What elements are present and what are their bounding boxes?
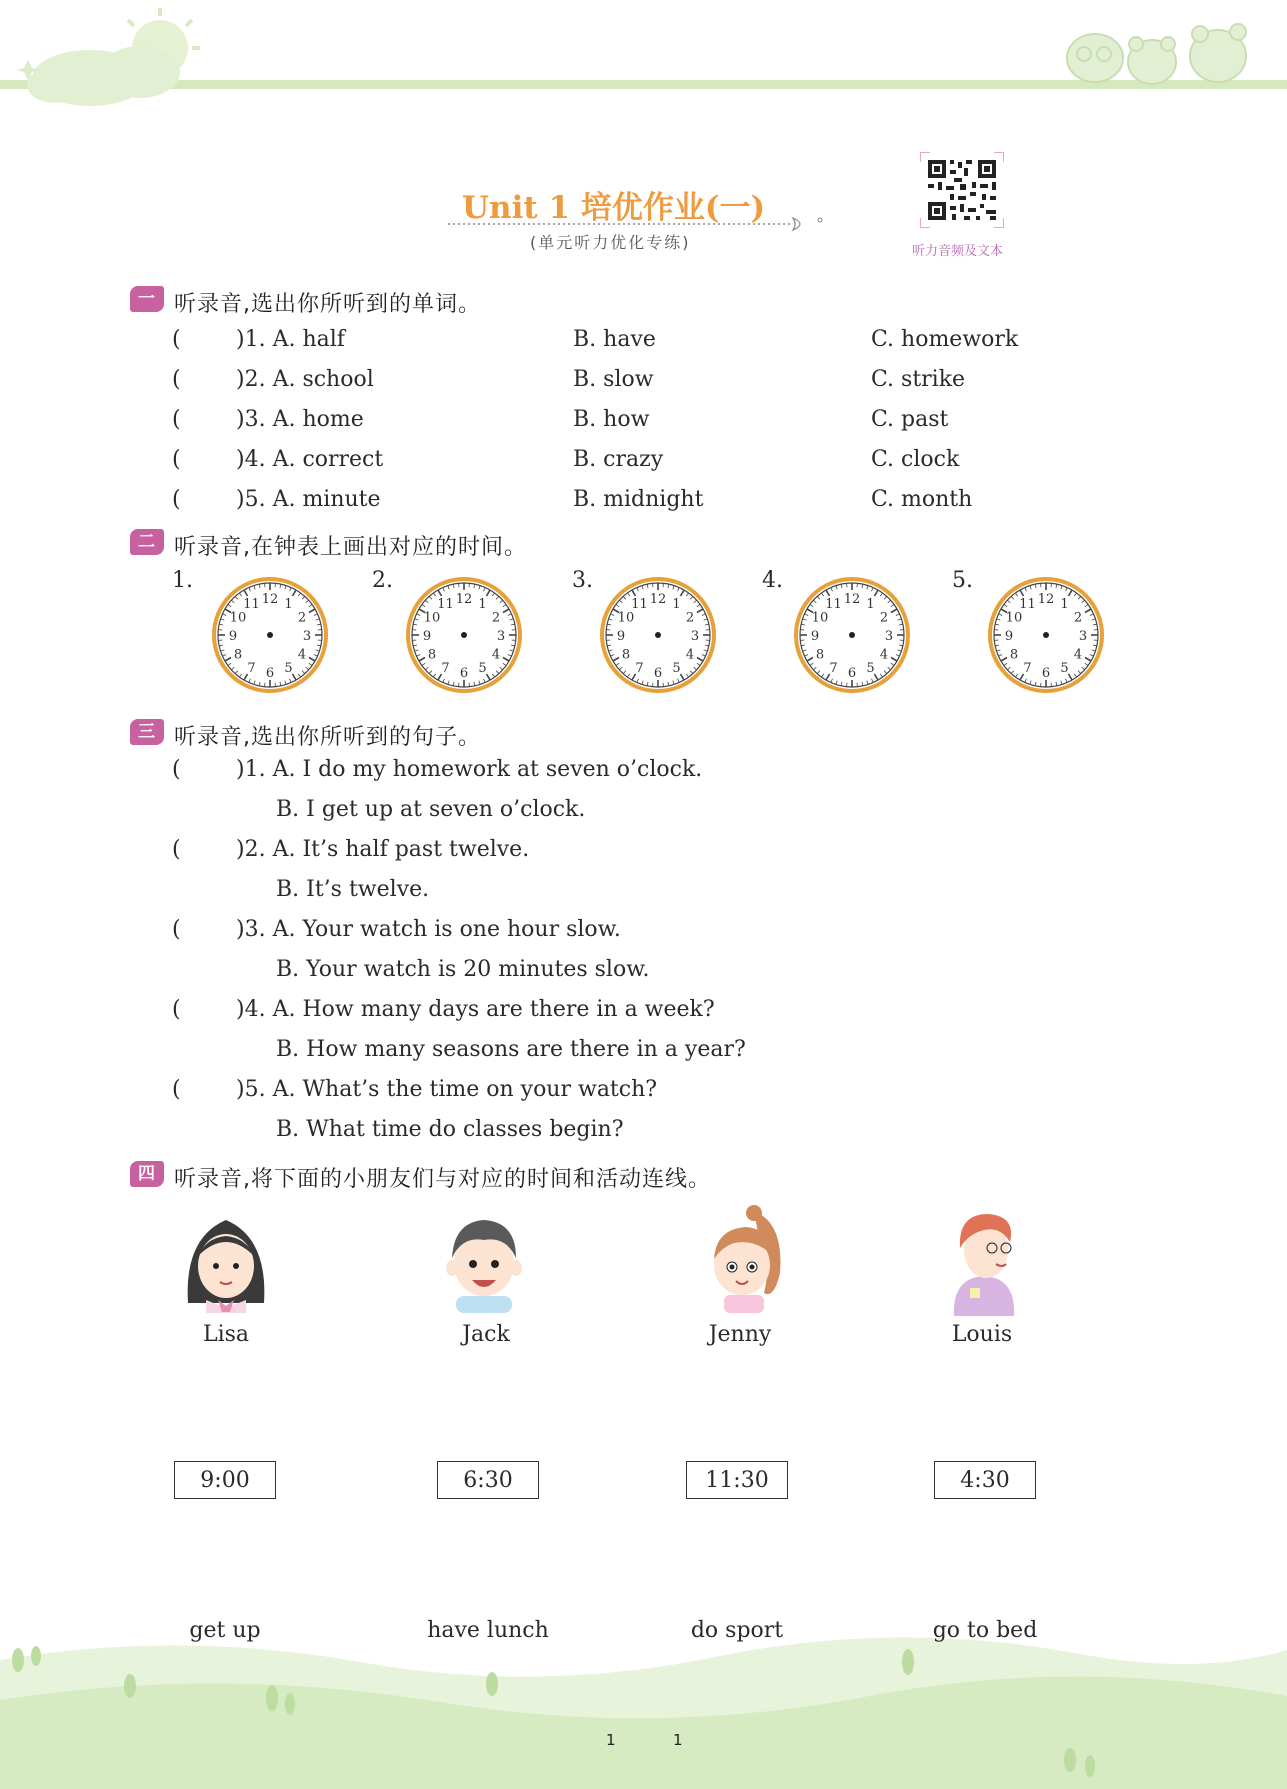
svg-text:7: 7 bbox=[829, 661, 838, 677]
svg-text:10: 10 bbox=[1005, 610, 1023, 626]
section4-heading-text: 听录音,将下面的小朋友们与对应的时间和活动连线。 bbox=[174, 1167, 711, 1192]
svg-text:6: 6 bbox=[459, 666, 469, 681]
svg-text:3: 3 bbox=[1078, 629, 1088, 644]
svg-text:6: 6 bbox=[653, 666, 663, 681]
svg-text:1: 1 bbox=[866, 596, 875, 612]
page-number-left: 1 bbox=[606, 1731, 616, 1749]
activity-go-to-bed: go to bed bbox=[932, 1618, 1038, 1643]
section3-badge: 三 bbox=[130, 719, 164, 745]
section1-heading-text: 听录音,选出你所听到的单词。 bbox=[174, 292, 481, 317]
option-a: )5. A. minute bbox=[236, 487, 381, 512]
section3-heading-text: 听录音,选出你所听到的句子。 bbox=[174, 725, 481, 750]
svg-text:9: 9 bbox=[810, 629, 820, 644]
word-question-1 bbox=[172, 327, 1072, 357]
svg-text:12: 12 bbox=[1037, 592, 1055, 607]
svg-text:2: 2 bbox=[491, 610, 501, 626]
svg-text:8: 8 bbox=[621, 647, 631, 663]
option-a: )1. A. half bbox=[236, 327, 345, 352]
clock-label-1: 1. bbox=[172, 568, 193, 593]
svg-text:9: 9 bbox=[1004, 629, 1014, 644]
option-a: )5. A. What’s the time on your watch? bbox=[236, 1077, 658, 1102]
svg-text:12: 12 bbox=[455, 592, 473, 607]
svg-text:3: 3 bbox=[690, 629, 700, 644]
section2-badge: 二 bbox=[130, 529, 164, 555]
clock-label-3: 3. bbox=[572, 568, 593, 593]
svg-text:12: 12 bbox=[843, 592, 861, 607]
svg-text:6: 6 bbox=[265, 666, 275, 681]
answer-blank[interactable]: ( bbox=[172, 917, 181, 942]
svg-text:10: 10 bbox=[617, 610, 635, 626]
svg-text:8: 8 bbox=[427, 647, 437, 663]
svg-text:6: 6 bbox=[847, 666, 857, 681]
option-b: B. slow bbox=[573, 367, 654, 392]
option-c: C. clock bbox=[871, 447, 960, 472]
svg-text:2: 2 bbox=[685, 610, 695, 626]
option-a: )4. A. correct bbox=[236, 447, 384, 472]
svg-text:4: 4 bbox=[685, 647, 695, 663]
svg-text:3: 3 bbox=[302, 629, 312, 644]
svg-text:4: 4 bbox=[491, 647, 501, 663]
clock-face-2[interactable] bbox=[405, 576, 523, 694]
activity-do-sport: do sport bbox=[690, 1618, 784, 1643]
answer-blank[interactable]: ( bbox=[172, 997, 181, 1022]
kid-name-jack: Jack bbox=[462, 1322, 510, 1347]
svg-text:2: 2 bbox=[1073, 610, 1083, 626]
svg-text:9: 9 bbox=[422, 629, 432, 644]
sentence-question-5 bbox=[172, 1077, 1072, 1147]
answer-blank[interactable]: ( bbox=[172, 837, 181, 862]
clock-label-2: 2. bbox=[372, 568, 393, 593]
clock-face-1[interactable] bbox=[211, 576, 329, 694]
word-question-2 bbox=[172, 367, 1072, 397]
answer-blank[interactable]: ( bbox=[172, 327, 181, 352]
option-a: )2. A. school bbox=[236, 367, 374, 392]
svg-text:11: 11 bbox=[1019, 596, 1036, 612]
animal-friends-icon bbox=[1067, 24, 1246, 84]
svg-text:5: 5 bbox=[1060, 661, 1069, 677]
option-b: B. It’s twelve. bbox=[276, 877, 430, 902]
sun-cloud-icon bbox=[16, 8, 200, 106]
option-b: B. I get up at seven o’clock. bbox=[276, 797, 586, 822]
svg-text:12: 12 bbox=[261, 592, 279, 607]
svg-text:10: 10 bbox=[229, 610, 247, 626]
avatar-jenny-icon[interactable] bbox=[694, 1203, 792, 1313]
kid-name-louis: Louis bbox=[951, 1322, 1013, 1347]
option-b: B. Your watch is 20 minutes slow. bbox=[276, 957, 650, 982]
section1-heading bbox=[138, 287, 481, 318]
clock-face-5[interactable] bbox=[987, 576, 1105, 694]
option-b: B. how bbox=[573, 407, 650, 432]
section2-heading bbox=[138, 530, 527, 561]
svg-text:2: 2 bbox=[297, 610, 307, 626]
clock-face-3[interactable] bbox=[599, 576, 717, 694]
page-title: Unit 1 培优作业(一) bbox=[462, 190, 766, 226]
svg-text:11: 11 bbox=[825, 596, 842, 612]
answer-blank[interactable]: ( bbox=[172, 487, 181, 512]
sentence-question-4 bbox=[172, 997, 1072, 1067]
svg-text:11: 11 bbox=[631, 596, 648, 612]
answer-blank[interactable]: ( bbox=[172, 757, 181, 782]
sentence-question-1 bbox=[172, 757, 1072, 827]
option-b: B. midnight bbox=[573, 487, 704, 512]
answer-blank[interactable]: ( bbox=[172, 367, 181, 392]
time-box-1[interactable]: 9:00 bbox=[174, 1461, 276, 1499]
answer-blank[interactable]: ( bbox=[172, 407, 181, 432]
svg-text:10: 10 bbox=[423, 610, 441, 626]
activity-have-lunch: have lunch bbox=[427, 1618, 549, 1643]
svg-text:7: 7 bbox=[247, 661, 256, 677]
section3-heading bbox=[138, 720, 481, 751]
svg-text:5: 5 bbox=[866, 661, 875, 677]
time-box-2[interactable]: 6:30 bbox=[437, 1461, 539, 1499]
section4-heading bbox=[138, 1162, 711, 1193]
qr-code-icon[interactable] bbox=[920, 152, 1004, 228]
svg-text:9: 9 bbox=[228, 629, 238, 644]
avatar-louis-icon[interactable] bbox=[948, 1208, 1022, 1316]
svg-text:4: 4 bbox=[297, 647, 307, 663]
svg-text:10: 10 bbox=[811, 610, 829, 626]
clock-label-5: 5. bbox=[952, 568, 973, 593]
qr-code-label: 听力音频及文本 bbox=[912, 244, 1004, 259]
option-b: B. What time do classes begin? bbox=[276, 1117, 624, 1142]
svg-text:7: 7 bbox=[441, 661, 450, 677]
svg-text:2: 2 bbox=[879, 610, 889, 626]
svg-text:9: 9 bbox=[616, 629, 626, 644]
svg-text:1: 1 bbox=[478, 596, 487, 612]
svg-text:8: 8 bbox=[815, 647, 825, 663]
svg-text:1: 1 bbox=[672, 596, 681, 612]
kid-name-jenny: Jenny bbox=[708, 1322, 772, 1347]
option-a: )4. A. How many days are there in a week? bbox=[236, 997, 715, 1022]
svg-text:12: 12 bbox=[649, 592, 667, 607]
option-a: )1. A. I do my homework at seven o’clock. bbox=[236, 757, 703, 782]
option-c: C. strike bbox=[871, 367, 966, 392]
svg-text:1: 1 bbox=[284, 596, 293, 612]
svg-text:11: 11 bbox=[437, 596, 454, 612]
svg-text:4: 4 bbox=[879, 647, 889, 663]
option-a: )3. A. home bbox=[236, 407, 364, 432]
time-box-3[interactable]: 11:30 bbox=[686, 1461, 788, 1499]
activity-get-up: get up bbox=[189, 1618, 261, 1643]
svg-text:4: 4 bbox=[1073, 647, 1083, 663]
svg-text:8: 8 bbox=[1009, 647, 1019, 663]
word-question-5 bbox=[172, 487, 1072, 517]
option-a: )3. A. Your watch is one hour slow. bbox=[236, 917, 621, 942]
kid-name-lisa: Lisa bbox=[202, 1322, 250, 1347]
option-b: B. crazy bbox=[573, 447, 664, 472]
svg-text:11: 11 bbox=[243, 596, 260, 612]
svg-text:3: 3 bbox=[496, 629, 506, 644]
section4-badge: 四 bbox=[130, 1161, 164, 1187]
answer-blank[interactable]: ( bbox=[172, 1077, 181, 1102]
svg-text:5: 5 bbox=[672, 661, 681, 677]
svg-text:5: 5 bbox=[284, 661, 293, 677]
sentence-question-2 bbox=[172, 837, 1072, 907]
option-c: C. homework bbox=[871, 327, 1019, 352]
avatar-jack-icon[interactable] bbox=[436, 1208, 532, 1313]
section1-badge: 一 bbox=[130, 286, 164, 312]
svg-text:6: 6 bbox=[1041, 666, 1051, 681]
section2-heading-text: 听录音,在钟表上画出对应的时间。 bbox=[174, 535, 527, 560]
avatar-lisa-icon[interactable] bbox=[176, 1208, 276, 1313]
svg-text:1: 1 bbox=[1060, 596, 1069, 612]
option-c: C. past bbox=[871, 407, 949, 432]
header-decoration bbox=[0, 0, 1287, 120]
option-b: B. have bbox=[573, 327, 656, 352]
page-subtitle: (单元听力优化专练) bbox=[530, 233, 691, 252]
word-question-3 bbox=[172, 407, 1072, 437]
sentence-question-3 bbox=[172, 917, 1072, 987]
page-number-right: 1 bbox=[673, 1731, 683, 1749]
word-question-4 bbox=[172, 447, 1072, 477]
answer-blank[interactable]: ( bbox=[172, 447, 181, 472]
clock-face-4[interactable] bbox=[793, 576, 911, 694]
svg-text:3: 3 bbox=[884, 629, 894, 644]
svg-text:8: 8 bbox=[233, 647, 243, 663]
svg-text:7: 7 bbox=[635, 661, 644, 677]
option-b: B. How many seasons are there in a year? bbox=[276, 1037, 746, 1062]
clock-label-4: 4. bbox=[762, 568, 783, 593]
svg-text:5: 5 bbox=[478, 661, 487, 677]
option-a: )2. A. It’s half past twelve. bbox=[236, 837, 530, 862]
svg-text:7: 7 bbox=[1023, 661, 1032, 677]
option-c: C. month bbox=[871, 487, 973, 512]
time-box-4[interactable]: 4:30 bbox=[934, 1461, 1036, 1499]
